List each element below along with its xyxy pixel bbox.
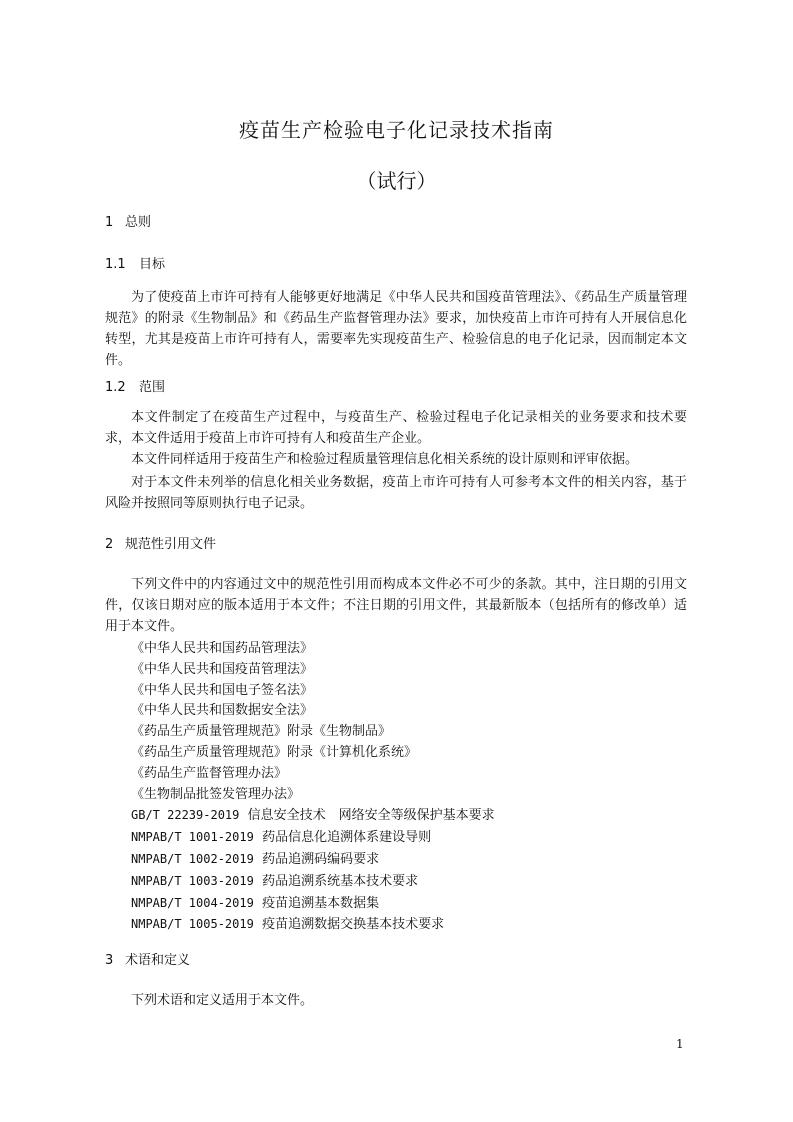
section-number: 1 [105, 215, 114, 230]
standard-name: 疫苗追溯基本数据集 [262, 895, 380, 911]
section-title: 规范性引用文件 [125, 537, 217, 552]
section-3-heading [105, 951, 190, 971]
section-1-2-heading [105, 378, 165, 398]
reference-item: 《中华人民共和国疫苗管理法》 [131, 661, 314, 677]
standard-item [131, 893, 495, 915]
standard-name: 药品追溯系统基本技术要求 [262, 873, 419, 889]
reference-item: 《药品生产质量管理规范》附录《计算机化系统》 [131, 744, 418, 760]
page-number: 1 [676, 1037, 684, 1051]
reference-item: 《生物制品批签发管理办法》 [131, 786, 301, 802]
section-title: 总则 [125, 215, 152, 230]
section-1-2-paragraph-2: 本文件同样适用于疫苗生产和检验过程质量管理信息化相关系统的设计原则和评审依据。 [131, 452, 639, 467]
section-number: 1.2 [105, 380, 126, 395]
section-title: 目标 [139, 257, 166, 272]
standard-code: NMPAB/T 1002-2019 [131, 851, 254, 866]
standard-item [131, 914, 495, 936]
standard-code: NMPAB/T 1005-2019 [131, 917, 254, 932]
standard-name: 药品信息化追溯体系建设导则 [262, 830, 432, 846]
standard-item [131, 827, 495, 849]
section-1-2-paragraph-1: 本文件制定了在疫苗生产过程中，与疫苗生产、检验过程电子化记录相关的业务要求和技术要求，本文件适用于疫苗上市许可持有人和疫苗生产企业。 [105, 410, 687, 446]
reference-item: 《中华人民共和国电子签名法》 [131, 682, 314, 698]
section-1-2-paragraph-3: 对于本文件未列举的信息化相关业务数据，疫苗上市许可持有人可参考本文件的相关内容，基于风险并按照同等原则执行电子记录。 [105, 475, 687, 511]
standard-name: 疫苗追溯数据交换基本技术要求 [262, 917, 445, 933]
document-title: 疫苗生产检验电子化记录技术指南 [239, 118, 554, 142]
document-subtitle: （试行） [356, 169, 437, 193]
standard-code: NMPAB/T 1004-2019 [131, 895, 254, 910]
section-1-1-paragraph: 为了使疫苗上市许可持有人能够更好地满足《中华人民共和国疫苗管理法》、《药品生产质量管理规范》的附录《生物制品》和《药品生产监督管理办法》要求，加快疫苗上市许可持有人开展信息化转型，尤其是疫苗上市许可持有人，需要率先实现疫苗生产、检验信息的电子化记录，因而制定本文件。 [105, 290, 687, 368]
section-1-1-heading [105, 255, 165, 275]
section-number: 3 [105, 953, 114, 968]
reference-item: 《药品生产质量管理规范》附录《生物制品》 [131, 724, 392, 740]
reference-item: 《中华人民共和国药品管理法》 [131, 641, 314, 656]
reference-list [131, 639, 495, 936]
standard-item [131, 849, 495, 871]
standard-code: NMPAB/T 1001-2019 [131, 830, 254, 845]
standard-code: NMPAB/T 1003-2019 [131, 873, 254, 888]
reference-item: 《中华人民共和国数据安全法》 [131, 703, 314, 719]
section-number: 1.1 [105, 257, 126, 272]
section-1-heading [105, 213, 151, 233]
standard-code: GB/T 22239-2019 [131, 808, 240, 823]
section-number: 2 [105, 537, 114, 552]
standard-item [131, 871, 495, 893]
standard-name: 信息安全技术 网络安全等级保护基本要求 [247, 808, 495, 824]
standard-item [131, 805, 495, 827]
section-2-heading [105, 535, 216, 555]
section-title: 范围 [139, 380, 166, 395]
standard-name: 药品追溯码编码要求 [262, 851, 380, 867]
reference-item: 《药品生产监督管理办法》 [131, 765, 288, 781]
section-title: 术语和定义 [125, 953, 191, 968]
section-3-paragraph: 下列术语和定义适用于本文件。 [131, 993, 314, 1008]
section-2-paragraph: 下列文件中的内容通过文中的规范性引用而构成本文件必不可少的条款。其中，注日期的引用文件，仅该日期对应的版本适用于本文件；不注日期的引用文件，其最新版本（包括所有的修改单）适用于本文件。 [105, 577, 687, 634]
